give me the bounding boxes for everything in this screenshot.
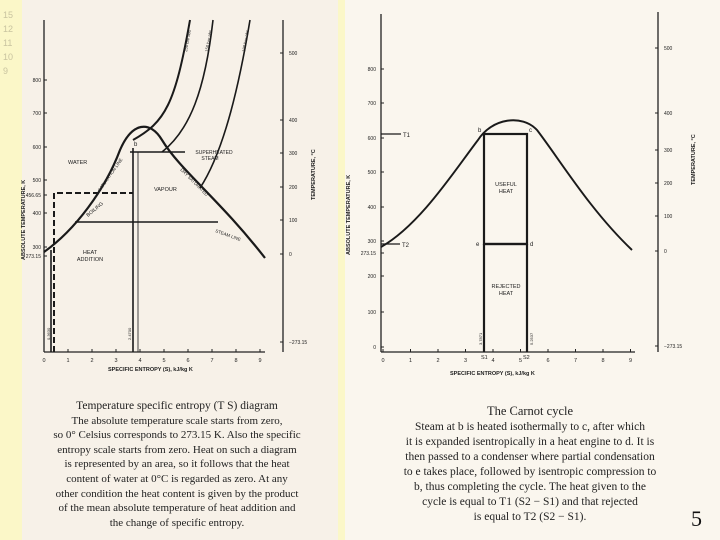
right-y-tick-label: 300	[367, 239, 376, 245]
right-x-tick-label: 5	[518, 358, 523, 364]
left-y-tick-label: 400	[32, 211, 41, 217]
right-caption-line: Steam at b is heated isothermally to c, after which	[415, 420, 645, 433]
left-caption-line: other condition the heat content is given by the product	[55, 487, 299, 500]
right-caption-title: The Carnot cycle	[486, 404, 574, 418]
mark-s2-value: 5.2537	[529, 332, 534, 345]
left-right-axis-label: TEMPERATURE, °C	[311, 149, 317, 200]
right-right-tick-label: −273.15	[664, 344, 683, 350]
label-boiling: BOILING	[85, 200, 105, 219]
pressure-curve-1	[133, 20, 190, 140]
right-x-tick-label: 0	[381, 358, 385, 364]
right-y-tick-label: 273.15	[360, 251, 376, 257]
right-y-tick-label: 200	[367, 274, 376, 280]
label-useful-heat: USEFUL HEAT	[495, 182, 517, 195]
left-caption-line: of the mean absolute temperature of heat addition and	[58, 502, 296, 515]
label-point-b: b	[134, 142, 138, 148]
label-point-d: d	[530, 242, 534, 248]
right-right-axis-label: TEMPERATURE, °C	[691, 134, 697, 185]
left-right-tick-label: −273.15	[289, 340, 308, 346]
right-caption-line: to e takes place, followed by isentropic compression to	[403, 465, 657, 478]
left-x-tick-label: 3	[114, 358, 118, 364]
vertical-mark-2: 2.4700	[127, 327, 132, 340]
right-x-tick-label: 9	[628, 358, 633, 364]
left-y-tick-label: 800	[32, 78, 41, 84]
left-x-tick-label: 6	[186, 358, 190, 364]
right-carnot-diagram	[346, 12, 697, 377]
left-y-tick-label: 600	[32, 145, 41, 151]
left-y-tick-label: 500	[32, 178, 41, 184]
left-caption-line: so 0° Celsius corresponds to 273.15 K. Also the specific	[53, 429, 301, 442]
right-y-tick-label: 400	[367, 205, 376, 211]
right-x-tick-label: 3	[463, 358, 468, 364]
right-y-tick-label: 500	[367, 170, 376, 176]
right-caption	[360, 404, 700, 525]
pressure-label-2: 150 bar abs	[204, 29, 213, 53]
left-ts-diagram	[21, 20, 317, 373]
label-heat-addition: HEAT ADDITION	[76, 250, 104, 263]
right-right-tick-label: 0	[664, 249, 667, 255]
left-x-tick-label: 4	[138, 358, 142, 364]
left-y-tick-label: 273.15	[25, 254, 41, 260]
left-x-tick-label: 2	[90, 358, 94, 364]
label-s1: S1	[481, 355, 488, 361]
dashed-box	[54, 193, 133, 352]
left-x-tick-label: 8	[234, 358, 238, 364]
left-margin-strip: 15 12 11 10 9	[0, 0, 22, 540]
left-x-tick-label: 0	[42, 358, 46, 364]
label-t1: T1	[403, 133, 411, 139]
left-y-tick-label: 300	[32, 245, 41, 251]
left-x-tick-label: 1	[66, 358, 70, 364]
right-y-tick-label: 800	[367, 67, 376, 73]
label-point-b: b	[478, 128, 482, 134]
right-right-tick-label: 100	[664, 214, 673, 220]
right-y-tick-label: 700	[367, 101, 376, 107]
left-caption	[34, 399, 320, 530]
label-steam-line: STEAM LINE	[214, 228, 242, 243]
right-x-tick-label: 2	[436, 358, 440, 364]
right-y-tick-label: 0	[373, 345, 376, 351]
left-caption-line: The absolute temperature scale starts from zero,	[71, 414, 283, 427]
right-x-tick-label: 6	[546, 358, 550, 364]
right-y-tick-label: 600	[367, 136, 376, 142]
right-y-tick-label: 100	[367, 310, 376, 316]
label-s2: S2	[523, 355, 530, 361]
right-y-axis-label: ABSOLUTE TEMPERATURE, K	[346, 174, 352, 255]
right-x-tick-label: 7	[573, 358, 578, 364]
left-right-tick-label: 300	[289, 151, 298, 157]
right-right-tick-label: 400	[664, 111, 673, 117]
right-caption-line: it is expanded isentropically in a heat engine to d. It is	[405, 435, 655, 448]
left-caption-line: content of water at 0°C is regarded as zero. At any	[66, 472, 288, 485]
pressure-label-1: 250 bar abs	[183, 29, 192, 53]
left-right-tick-label: 400	[289, 118, 298, 124]
label-t2: T2	[402, 243, 410, 249]
left-caption-line: entropy scale starts from zero. Heat on such a diagram	[57, 443, 297, 456]
right-x-tick-label: 8	[601, 358, 605, 364]
label-superheated: SUPERHEATED STEAM	[195, 150, 233, 162]
label-dry-saturated: DRY SATURATED	[179, 167, 210, 198]
label-water: WATER	[68, 160, 88, 166]
label-point-c: c	[529, 128, 532, 134]
label-vapour: VAPOUR	[154, 187, 177, 193]
left-y-tick-label: 700	[32, 111, 41, 117]
right-x-axis-label: SPECIFIC ENTROPY (S), kJ/kg K	[450, 371, 535, 377]
left-x-tick-label: 9	[258, 358, 262, 364]
left-x-tick-label: 5	[162, 358, 166, 364]
left-caption-line: the change of specific entropy.	[109, 516, 245, 529]
label-saturation-line: SATURATION LINE	[96, 157, 124, 193]
left-x-axis-label: SPECIFIC ENTROPY (S), kJ/kg K	[108, 367, 193, 373]
right-right-tick-label: 500	[664, 46, 673, 52]
left-right-tick-label: 100	[289, 218, 298, 224]
page-number: 5	[691, 506, 702, 531]
right-caption-line: is equal to T2 (S2 − S1).	[473, 510, 587, 523]
left-y-axis-label: ABSOLUTE TEMPERATURE, K	[21, 179, 27, 260]
label-point-e: e	[476, 242, 480, 248]
right-caption-line: cycle is equal to T1 (S2 − S1) and that rejected	[422, 495, 638, 508]
left-caption-title: Temperature specific entropy (T S) diagram	[76, 400, 278, 412]
left-right-tick-label: 0	[289, 252, 292, 258]
mark-s1-value: 3.7871	[478, 332, 483, 345]
right-x-tick-label: 4	[491, 358, 495, 364]
pressure-label-3: 100 bar abs	[241, 29, 250, 53]
right-caption-line: then passed to a condenser where partial condensation	[405, 450, 655, 463]
left-y-tick-label: 456.65	[25, 193, 41, 199]
right-right-tick-label: 300	[664, 148, 673, 154]
right-x-tick-label: 1	[408, 358, 413, 364]
label-rejected-heat: REJECTED HEAT	[491, 284, 521, 297]
vertical-mark-1: 0.3630	[46, 327, 51, 340]
right-right-tick-label: 200	[664, 181, 673, 187]
right-caption-line: b, thus completing the cycle. The heat given to the	[414, 480, 646, 493]
left-right-tick-label: 200	[289, 185, 298, 191]
left-x-tick-label: 7	[210, 358, 214, 364]
left-right-tick-label: 500	[289, 51, 298, 57]
left-caption-line: is represented by an area, so it follows that the heat	[64, 458, 290, 471]
